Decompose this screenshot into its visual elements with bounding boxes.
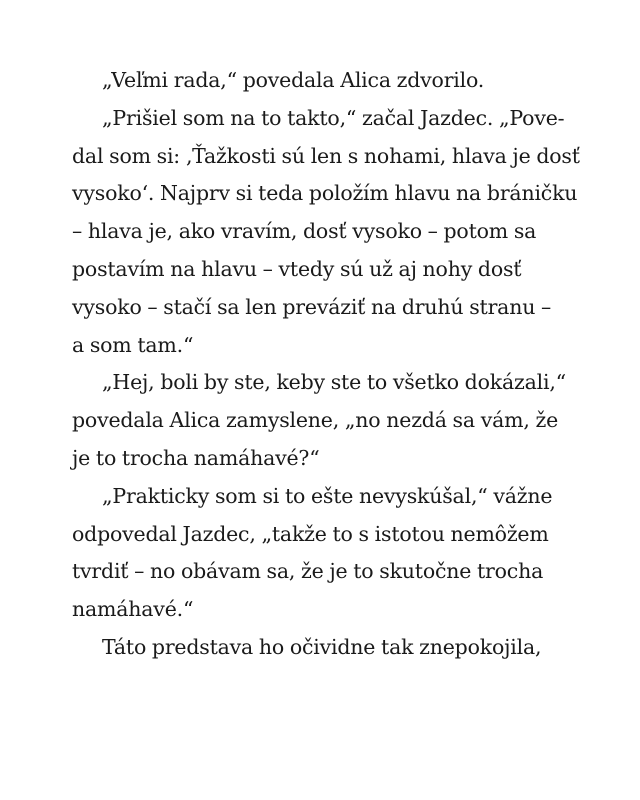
text-line: „Prišiel som na to takto,“ začal Jazdec. „Pove- bbox=[102, 105, 565, 130]
text-line: Táto predstava ho očividne tak znepokojila, bbox=[102, 634, 542, 659]
text-line: povedala Alica zamyslene, „no nezdá sa vám, že bbox=[72, 408, 559, 433]
text-line: tvrdiť – no obávam sa, že je to skutočne trocha bbox=[72, 559, 544, 584]
text-line: „Hej, boli by ste, keby ste to všetko dokázali,“ bbox=[102, 370, 566, 395]
text-line: „Veľmi rada,“ povedala Alica zdvorilo. bbox=[102, 68, 485, 92]
text-line: je to trocha namáhavé?“ bbox=[72, 445, 320, 470]
text-line: vysoko‘. Najprv si teda položím hlavu na bráničku bbox=[72, 181, 578, 206]
text-line: „Prakticky som si to ešte nevyskúšal,“ vážne bbox=[102, 483, 553, 508]
text-line: odpovedal Jazdec, „takže to s istotou nemôžem bbox=[72, 521, 549, 546]
text-line: namáhavé.“ bbox=[72, 597, 194, 622]
page-text bbox=[72, 62, 580, 667]
text-line: – hlava je, ako vravím, dosť vysoko – potom sa bbox=[72, 219, 537, 244]
text-line: vysoko – stačí sa len preváziť na druhú stranu – bbox=[72, 294, 552, 319]
text-line: postavím na hlavu – vtedy sú už aj nohy dosť bbox=[72, 256, 522, 281]
text-line: dal som si: ‚Ťažkosti sú len s nohami, hlava je dosť bbox=[72, 143, 580, 168]
text-line: a som tam.“ bbox=[72, 332, 194, 357]
